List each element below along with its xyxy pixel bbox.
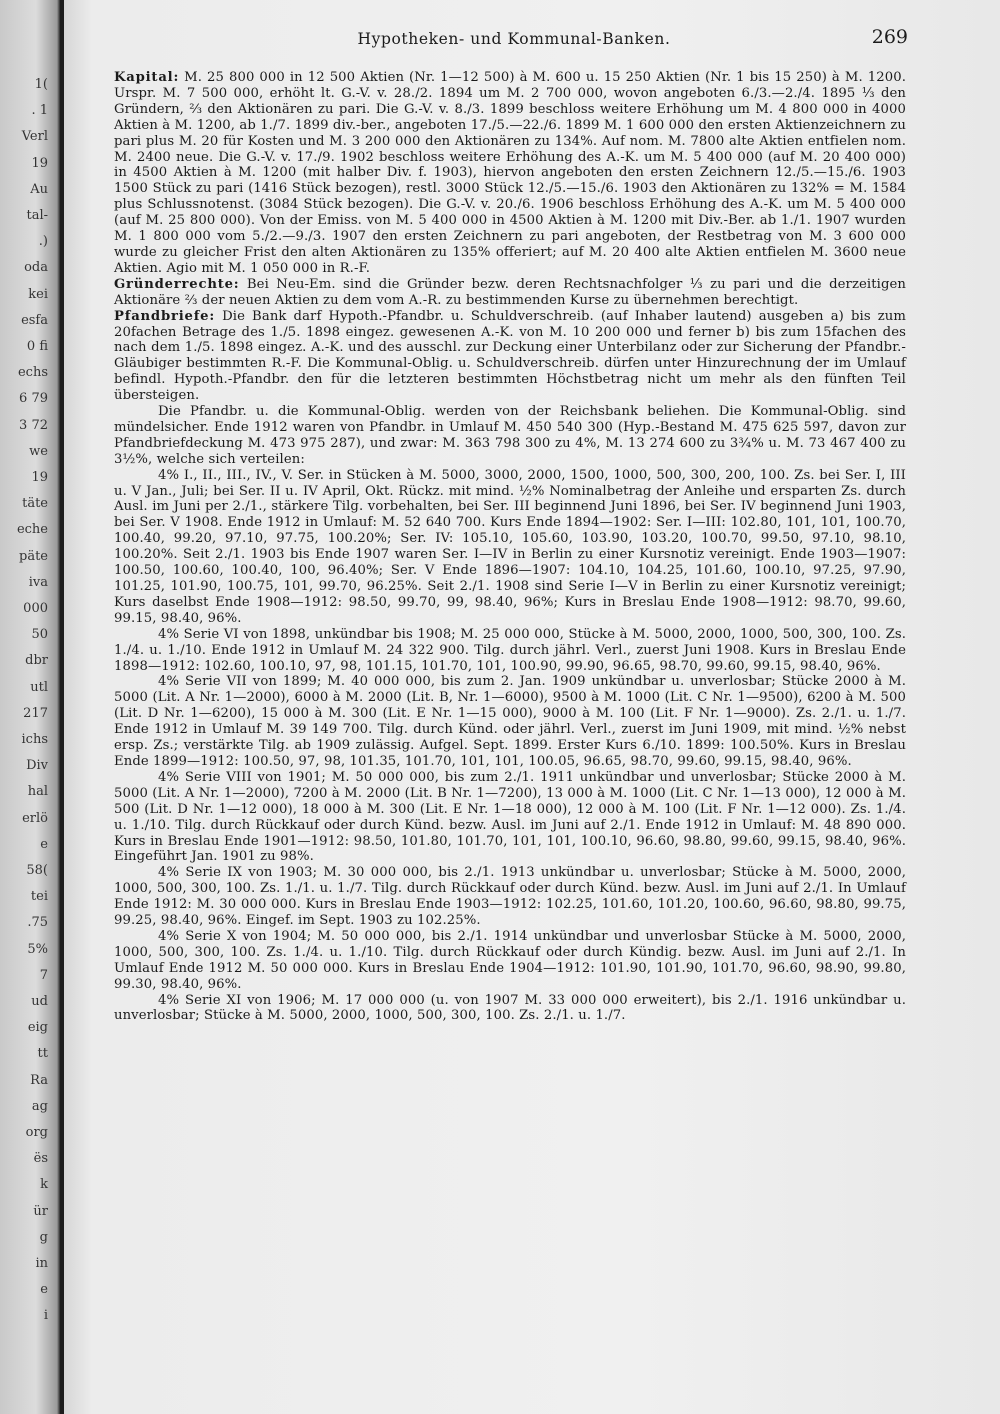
previous-page-fragment: eche	[16, 522, 48, 538]
paragraph-series-viii: 4% Serie VIII von 1901; M. 50 000 000, bis zum 2./1. 1911 unkündbar und unverlosbar; Stücke 2000 à M. 5000 (Lit. A Nr. 1—2000), 7200 à M. 2000 (Lit. B Nr. 1—7200), 13 000 à M. 1000 (Lit. C Nr. 1—13 000), 12 000 à M. 500 (Lit. D Nr. 1—12 000), 18 000 à M. 300 (Lit. E Nr. 1—18 000), 12 000 à M. 100 (Lit. F Nr. 1—12 000). Zs. 1./4. u. 1./10. Tilg. durch Rückkauf oder durch Künd. bezw. Ausl. im Juni auf 2./1. Ende 1912 in Umlauf: M. 48 890 000. Kurs in Breslau Ende 1901—1912: 98.50, 101.80, 101.70, 101, 101, 100.10, 96.60, 98.80, 99.60, 99.15, 98.40, 96%. Eingeführt Jan. 1901 zu 98%.	[114, 769, 906, 865]
previous-page-fragment: Verl	[21, 129, 48, 145]
previous-page-fragment: we	[29, 443, 48, 459]
previous-page-fragment: eig	[27, 1020, 48, 1036]
previous-page-fragment: iva	[28, 574, 48, 590]
previous-page-fragment: oda	[24, 260, 48, 276]
previous-page-fragment: tei	[30, 889, 48, 905]
section-lead: Gründerrechte:	[114, 276, 240, 292]
previous-page-fragment: ës	[33, 1151, 48, 1167]
previous-page-fragment: e	[40, 1282, 48, 1298]
previous-page-fragment: 7	[39, 967, 48, 983]
previous-page-fragment: 19	[31, 155, 48, 171]
previous-page-fragment: 1(	[34, 77, 48, 92]
previous-page-fragment: tal-	[26, 208, 48, 223]
previous-page-fragment: utl	[30, 679, 48, 695]
previous-page-fragment: .75	[27, 915, 48, 931]
previous-page-fragment: hal	[27, 784, 48, 800]
document-page	[64, 0, 1000, 1414]
paragraph-kapital	[114, 70, 906, 277]
previous-page-fragment: ud	[31, 994, 48, 1009]
paragraph-series-x: 4% Serie X von 1904; M. 50 000 000, bis 2./1. 1914 unkündbar und unverlosbar Stücke à M. 5000, 2000, 1000, 500, 300, 100. Zs. 1./4. u. 1./10. Tilg. durch Rückkauf oder durch Kündig. bezw. Ausl. im Juni auf 2./1. In Umlauf Ende 1912 M. 50 000 000. Kurs in Breslau Ende 1904—1912: 101.90, 101.90, 101.70, 96.60, 98.90, 99.80, 99.30, 98.40, 96%.	[114, 928, 906, 992]
paragraph-series-vii: 4% Serie VII von 1899; M. 40 000 000, bis zum 2. Jan. 1909 unkündbar u. unverlosbar; Stücke 2000 à M. 5000 (Lit. A Nr. 1—2000), 6000 à M. 2000 (Lit. B, Nr. 1—6000), 9500 à M. 1000 (Lit. C Nr. 1—9500), 6200 à M. 500 (Lit. D Nr. 1—6200), 15 000 à M. 300 (Lit. E Nr. 1—15 000), 9000 à M. 100 (Lit. F Nr. 1—9000). Zs. 2./1. u. 1./7. Ende 1912 in Umlauf M. 39 149 700. Tilg. durch Künd. oder jährl. Verl., zuerst im Juni 1909, mit mind. ½% nebst ersp. Zs.; verstärkte Tilg. ab 1909 zulässig. Aufgel. Sept. 1899. Erster Kurs 6./10. 1899: 100.50%. Kurs in Breslau Ende 1899—1912: 100.50, 97, 98, 101.35, 101.70, 101, 101, 100.05, 96.65, 98.70, 99.60, 99.15, 98.40, 96%.	[114, 674, 906, 769]
previous-page-fragment: täte	[22, 496, 48, 512]
previous-page-fragment: ichs	[21, 732, 48, 747]
previous-page-fragment: .)	[38, 234, 48, 250]
paragraph-reichsbank: Die Pfandbr. u. die Kommunal-Oblig. werden von der Reichsbank beliehen. Die Kommunal-Oblig. sind mündelsicher. Ende 1912 waren von Pfandbr. in Umlauf M. 450 540 300 (Hyp.-Bestand M. 475 625 597, davon zur Pfandbriefdeckung M. 473 975 287), und zwar: M. 363 798 300 zu 4%, M. 13 274 600 zu 3¾% u. M. 73 467 400 zu 3½%, welche sich verteilen:	[114, 404, 906, 467]
paragraph-text: M. 25 800 000 in 12 500 Aktien (Nr. 1—12 500) à M. 600 u. 15 250 Aktien (Nr. 1 bis 15 250) à M. 1200. Urspr. M. 7 500 000, erhöht lt. G.-V. v. 28./2. 1894 um M. 2 700 000, wovon angeboten 6./3.—2./4. 1895 ⅓ den Gründern, ⅔ den Aktionären zu pari. Die G.-V. v. 8./3. 1899 beschloss weitere Erhöhung um M. 4 800 000 in 4000 Aktien à M. 1200, ab 1./7. 1899 div.-ber., angeboten 17./5.—22./6. 1899 M. 1 600 000 den ersten Aktienzeichnern zu pari plus M. 20 für Kosten und M. 3 200 000 den Aktionären zu 134%. Auf nom. M. 7800 alte Aktien entfielen nom. M. 2400 neue. Die G.-V. v. 17./9. 1902 beschloss weitere Erhöhung des A.-K. um M. 5 400 000 (auf M. 20 400 000) in 4500 Aktien à M. 1200 (mit halber Div. f. 1903), hiervon angeboten den ersten Zeichnern 12./5.—15./6. 1903 1500 Stück zu pari (1416 Stück bezogen), restl. 3000 Stück 12./5.—15./6. 1903 den Aktionären zu 132% = M. 1584 plus Schlussnotenst. (3084 Stück bezogen). Die G.-V. v. 20./6. 1906 beschloss Erhöhung des A.-K. um M. 5 400 000 (auf M. 25 800 000). Von der Emiss. von M. 5 400 000 in 4500 Aktien à M. 1200 mit Div.-Ber. ab 1./1. 1907 wurden M. 1 800 000 vom 5./2.—9./3. 1907 den ersten Zeichnern zu pari angeboten, der Restbetrag von M. 3 600 000 wurde zu gleicher Frist den alten Aktionären zu 135% offeriert; auf M. 20 400 alte Aktien entfielen M. 3600 neue Aktien. Agio mit M. 1 050 000 in R.-F.	[114, 70, 906, 276]
previous-page-fragment: 50	[31, 627, 48, 643]
previous-page-fragment: esfa	[21, 312, 48, 328]
previous-page-fragment: 19	[31, 470, 48, 485]
previous-page-fragment: erlö	[22, 810, 48, 826]
paragraph-text: Bei Neu-Em. sind die Gründer bezw. deren Rechtsnachfolger ⅓ zu pari und die derzeitigen Aktionäre ⅔ der neuen Aktien zu dem vom A.-R. zu bestimmenden Kurse zu übernehmen berechtigt.	[114, 276, 906, 308]
previous-page-fragment: 0 fi	[26, 339, 48, 354]
previous-page-fragment: ür	[33, 1203, 48, 1219]
paragraph-series-xi: 4% Serie XI von 1906; M. 17 000 000 (u. von 1907 M. 33 000 000 erweitert), bis 2./1. 1916 unkündbar u. unverlosbar; Stücke à M. 5000, 2000, 1000, 500, 300, 100. Zs. 2./1. u. 1./7.	[114, 992, 906, 1024]
previous-page-fragment: Div	[26, 758, 48, 774]
body-text	[114, 70, 906, 1024]
section-lead: Kapital:	[114, 70, 180, 85]
page-number: 269	[871, 26, 908, 48]
paragraph-text: Die Bank darf Hypoth.-Pfandbr. u. Schuldverschreib. (auf Inhaber lautend) ausgeben a) bis zum 20fachen Betrage des 1./5. 1898 eingez. gewesenen A.-K. von M. 10 200 000 und ferner b) bis zum 15fachen des nach dem 1./5. 1898 eingez. A.-K. und des ausschl. zur Deckung einer Unterbilanz oder zur Sicherung der Pfandbr.-Gläubiger bestimmten R.-F. Die Kommunal-Oblig. u. Schuldverschreib. dürfen unter Hinzurechnung der im Umlauf befindl. Hypoth.-Pfandbr. den für die letzteren bestimmten Höchstbetrag nicht um mehr als den fünften Teil übersteigen.	[114, 308, 906, 404]
previous-page-fragment: . 1	[31, 103, 48, 119]
previous-page-fragment: ag	[31, 1098, 48, 1114]
previous-page-edge	[0, 0, 60, 1414]
paragraph-series-i-v: 4% I., II., III., IV., V. Ser. in Stücken à M. 5000, 3000, 2000, 1500, 1000, 500, 300, 200, 100. Zs. bei Ser. I, III u. V Jan., Juli; bei Ser. II u. IV April, Okt. Rückz. mit mind. ½% Nominalbetrag der Anleihe und ersparten Zs. durch Ausl. im Juni per 2./1., stärkere Tilg. vorbehalten, bei Ser. III beginnend Juni 1896, bei Ser. IV beginnend Juni 1903, bei Ser. V 1908. Ende 1912 in Umlauf: M. 52 640 700. Kurs Ende 1894—1902: Ser. I—III: 102.80, 101, 101, 100.70, 100.40, 99.20, 97.10, 97.75, 100.20%; Ser. IV: 105.10, 105.60, 103.90, 103.20, 100.70, 99.50, 97.10, 98.10, 100.20%. Seit 2./1. 1903 bis Ende 1907 waren Ser. I—IV in Berlin zu einer Kursnotiz vereinigt. Ende 1903—1907: 100.50, 100.60, 100.40, 100, 96.40%; Ser. V Ende 1896—1907: 104.10, 104.25, 101.60, 100.10, 97.25, 97.90, 101.25, 101.90, 100.75, 101, 99.70, 96.25%. Seit 2./1. 1908 sind Serie I—V in Berlin zu einer Kursnotiz vereinigt; Kurs daselbst Ende 1908—1912: 98.50, 99.70, 99, 98.40, 96%; Kurs in Breslau Ende 1908—1912: 98.70, 99.60, 99.15, 98.40, 96%.	[114, 467, 906, 626]
previous-page-fragment: org	[25, 1125, 48, 1140]
paragraph-series-vi: 4% Serie VI von 1898, unkündbar bis 1908; M. 25 000 000, Stücke à M. 5000, 2000, 1000, 500, 300, 100. Zs. 1./4. u. 1./10. Ende 1912 in Umlauf M. 24 322 900. Tilg. durch jährl. Verl., zuerst Juni 1908. Kurs in Breslau Ende 1898—1912: 102.60, 100.10, 97, 98, 101.15, 101.70, 101, 100.90, 99.90, 96.65, 98.70, 99.60, 99.15, 98.40, 96%.	[114, 626, 906, 674]
previous-page-fragment: e	[40, 836, 48, 852]
previous-page-fragment: echs	[17, 365, 48, 381]
previous-page-fragment: päte	[19, 548, 48, 564]
previous-page-fragment: Au	[30, 181, 48, 197]
previous-page-fragment: dbr	[25, 653, 48, 669]
previous-page-fragment: 217	[23, 705, 48, 721]
previous-page-fragment: 58(	[26, 863, 48, 878]
previous-page-fragment: 000	[23, 601, 48, 616]
previous-page-fragment: tt	[37, 1046, 48, 1062]
paragraph-gruenderrechte	[114, 277, 906, 309]
previous-page-fragment: k	[40, 1177, 48, 1193]
previous-page-fragment: 5%	[27, 941, 48, 957]
previous-page-fragment: 3 72	[19, 417, 48, 433]
previous-page-fragment: 6 79	[19, 391, 48, 407]
previous-page-fragment: Ra	[30, 1072, 48, 1088]
running-header	[120, 26, 908, 56]
previous-page-fragment: g	[39, 1229, 48, 1245]
running-title: Hypotheken- und Kommunal-Banken.	[357, 30, 671, 48]
section-lead: Pfandbriefe:	[114, 308, 216, 324]
previous-page-fragment: i	[43, 1308, 48, 1324]
paragraph-pfandbriefe	[114, 309, 906, 404]
paragraph-series-ix: 4% Serie IX von 1903; M. 30 000 000, bis 2./1. 1913 unkündbar u. unverlosbar; Stücke à M. 5000, 2000, 1000, 500, 300, 100. Zs. 1./1. u. 1./7. Tilg. durch Rückkauf oder durch Künd. bezw. Ausl. im Juni auf 2./1. In Umlauf Ende 1912: M. 30 000 000. Kurs in Breslau Ende 1903—1912: 102.25, 101.60, 101.20, 100.60, 96.60, 98.80, 99.75, 99.25, 98.40, 96%. Eingef. im Sept. 1903 zu 102.25%.	[114, 865, 906, 929]
previous-page-fragment: in	[35, 1256, 48, 1271]
previous-page-fragment: kei	[28, 286, 48, 302]
